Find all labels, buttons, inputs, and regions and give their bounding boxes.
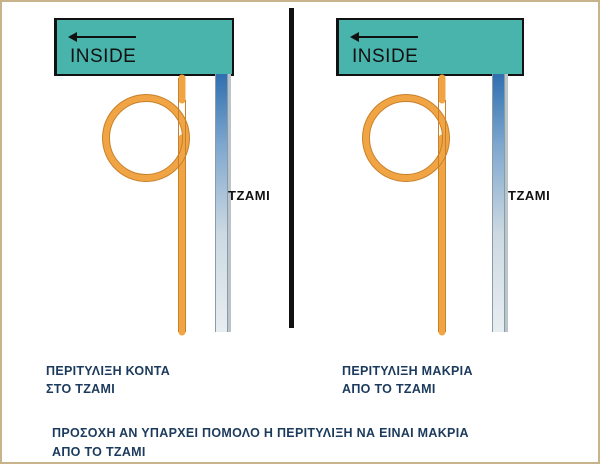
cord-right: [294, 0, 584, 340]
inside-label-right: INSIDE: [352, 46, 419, 67]
footnote-line1: ΠΡΟΣΟΧΗ ΑΝ ΥΠΑΡΧΕΙ ΠΟΜΟΛΟ Η ΠΕΡΙΤΥΛΙΞΗ ΝΑ ΕΙΝΑΙ ΜΑΚΡΙΑ: [52, 426, 469, 440]
caption-right: [342, 362, 473, 398]
glass-label-left: TZAMI: [228, 188, 271, 203]
caption-right-line2: ΑΠΟ ΤΟ ΤΖΑΜΙ: [342, 382, 436, 396]
footnote: [52, 424, 572, 462]
inside-label-left: INSIDE: [70, 46, 137, 67]
footnote-line2: ΑΠΟ ΤΟ ΤΖΑΜΙ: [52, 445, 146, 459]
panel-wrap-far-from-glass: [294, 0, 584, 340]
caption-left-line2: ΣΤΟ ΤΖΑΜΙ: [46, 382, 115, 396]
caption-right-line1: ΠΕΡΙΤΥΛΙΞΗ ΜΑΚΡΙΑ: [342, 364, 473, 378]
panel-wrap-close-to-glass: [0, 0, 290, 340]
cord-left: [0, 0, 290, 340]
glass-label-right: TZAMI: [508, 188, 551, 203]
caption-left-line1: ΠΕΡΙΤΥΛΙΞΗ ΚΟΝΤΑ: [46, 364, 171, 378]
caption-left: [46, 362, 170, 398]
